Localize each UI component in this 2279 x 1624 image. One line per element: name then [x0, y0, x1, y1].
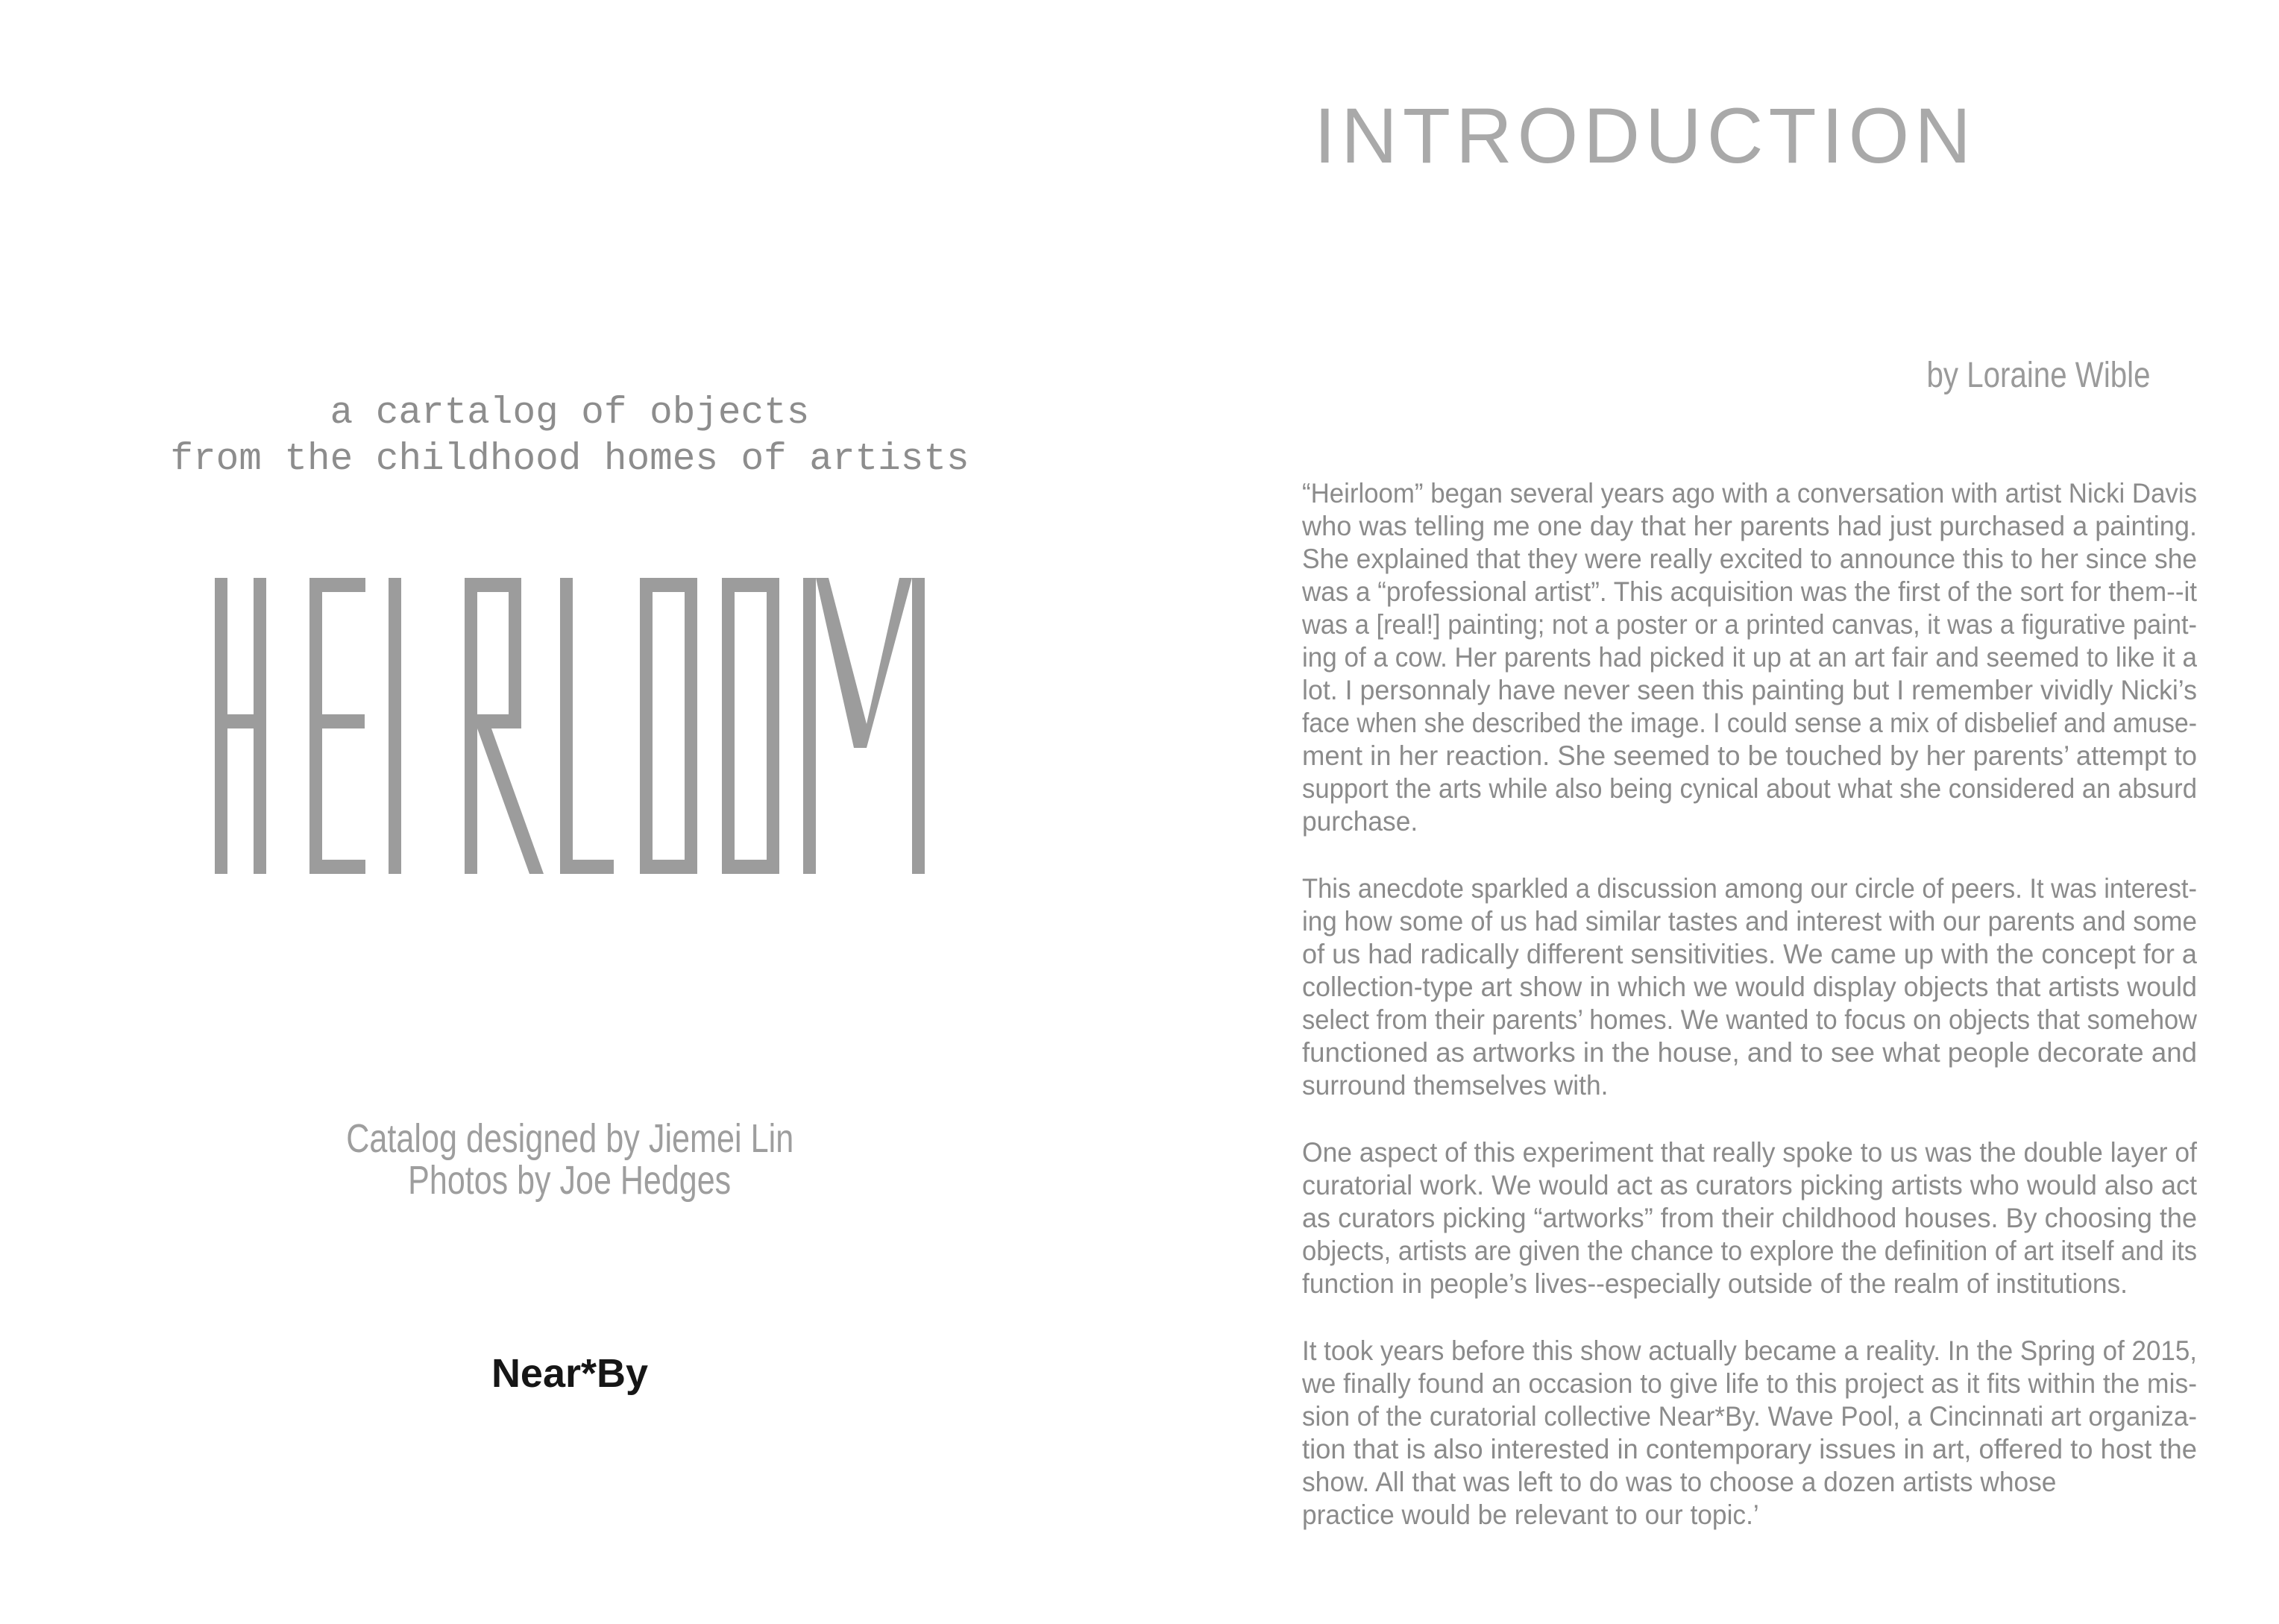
credit-line-1: [0, 1115, 1140, 1161]
body-line: [1302, 641, 2197, 674]
body-line: [1302, 1136, 2197, 1169]
body-line: [1302, 872, 2197, 905]
page-title-line: [1314, 89, 1977, 183]
body-line-text: curatorial work. We would act as curators picking artists who would also act: [1302, 1170, 2197, 1200]
heirloom-logo: [215, 578, 925, 874]
paragraph: [1302, 477, 2197, 838]
body-line-text: practice would be relevant to our topic.’: [1302, 1499, 1759, 1530]
body-line-text: who was telling me one day that her parents had just purchased a painting.: [1302, 511, 2197, 541]
body-line: [1302, 510, 2197, 543]
page-title-text: INTRODUCTION: [1314, 92, 1976, 180]
body-line-text: face when she described the image. I could sense a mix of disbelief and amuse-: [1302, 708, 2197, 738]
body-line-text: She explained that they were really excited to announce this to her since she: [1302, 544, 2197, 574]
paragraph: [1302, 1136, 2197, 1300]
byline-line: [1480, 355, 2151, 397]
body-line-text: ing how some of us had similar tastes and interest with our parents and some: [1302, 906, 2197, 937]
body-line: [1302, 805, 2197, 838]
byline-text: by Loraine Wible: [1927, 356, 2151, 395]
body-line: [1302, 707, 2197, 740]
body-line: [1302, 938, 2197, 971]
body-line-text: as curators picking “artworks” from their childhood houses. By choosing the: [1302, 1203, 2197, 1233]
credit-designer: Catalog designed by Jiemei Lin: [346, 1116, 793, 1161]
credits: [0, 1115, 1140, 1203]
body-line-text: ment in her reaction. She seemed to be touched by her parents’ attempt to: [1302, 740, 2197, 771]
body-line-text: lot. I personnaly have never seen this painting but I remember vividly Nicki’s: [1302, 675, 2197, 705]
body-line: [1302, 1036, 2197, 1069]
body-line: [1302, 674, 2197, 707]
body-line: [1302, 1368, 2197, 1400]
body-line-text: was a [real!] painting; not a poster or a printed canvas, it was a figurative paint-: [1302, 609, 2197, 640]
credit-photographer: Photos by Joe Hedges: [408, 1158, 732, 1203]
body-line-text: objects, artists are given the chance to explore the definition of art itself and its: [1302, 1236, 2197, 1266]
body-line-text: ing of a cow. Her parents had picked it up at an art fair and seemed to like it a: [1302, 642, 2197, 673]
body-line: [1302, 1433, 2197, 1466]
body-line-text: support the arts while also being cynical about what she considered an absurd: [1302, 773, 2197, 804]
body-line: [1302, 1069, 2197, 1102]
tagline-line-1: a cartalog of objects: [330, 392, 810, 435]
body-line-text: show. All that was left to do was to choose a dozen artists whose: [1302, 1467, 2057, 1497]
body-line: [1302, 1466, 2197, 1499]
body-line-text: of us had radically different sensitivities. We came up with the concept for a: [1302, 939, 2197, 969]
body-line-text: was a “professional artist”. This acquisition was the first of the sort for them--it: [1302, 576, 2197, 607]
body-line: [1302, 905, 2197, 938]
body-line: [1302, 1499, 2197, 1532]
body-line: [1302, 576, 2197, 608]
credit-line-2: [0, 1157, 1140, 1203]
body-line-text: One aspect of this experiment that really spoke to us was the double layer of: [1302, 1137, 2197, 1168]
body-line: [1302, 1400, 2197, 1433]
body-line-text: functioned as artworks in the house, and to see what people decorate and: [1302, 1037, 2197, 1068]
body-line-text: sion of the curatorial collective Near*By. Wave Pool, a Cincinnati art organiza-: [1302, 1401, 2197, 1432]
body-line-text: function in people’s lives--especially outside of the realm of institutions.: [1302, 1268, 2128, 1299]
paragraph: [1302, 1335, 2197, 1532]
right-page: [1140, 0, 2279, 1624]
byline: [1480, 355, 2151, 397]
body-line-text: purchase.: [1302, 806, 1418, 837]
body-line: [1302, 543, 2197, 576]
body-line-text: collection-type art show in which we would display objects that artists would: [1302, 972, 2197, 1002]
body-line: [1302, 772, 2197, 805]
tagline-line-2: from the childhood homes of artists: [170, 438, 969, 481]
paragraph: [1302, 872, 2197, 1102]
body-line: [1302, 1202, 2197, 1235]
body-line: [1302, 1335, 2197, 1368]
body-line: [1302, 971, 2197, 1004]
body-line-text: This anecdote sparkled a discussion among our circle of peers. It was interest-: [1302, 873, 2197, 904]
body-line-text: tion that is also interested in contemporary issues in art, offered to host the: [1302, 1434, 2197, 1464]
body-line: [1302, 608, 2197, 641]
body-line: [1302, 477, 2197, 510]
body-line: [1302, 740, 2197, 772]
body-line-text: select from their parents’ homes. We wanted to focus on objects that somehow: [1302, 1004, 2197, 1035]
body-line: [1302, 1169, 2197, 1202]
body-line-text: “Heirloom” began several years ago with a conversation with artist Nicki Davis: [1302, 478, 2197, 509]
body-line: [1302, 1235, 2197, 1268]
publisher-logo: Near*By: [491, 1351, 649, 1396]
body-line: [1302, 1268, 2197, 1300]
body-line-text: surround themselves with.: [1302, 1070, 1609, 1101]
page-title: [1314, 89, 1977, 183]
body-line-text: It took years before this show actually became a reality. In the Spring of 2015,: [1302, 1335, 2197, 1366]
introduction-body: [1302, 477, 2197, 1566]
body-line-text: we finally found an occasion to give life to this project as it fits within the mis-: [1302, 1368, 2197, 1399]
tagline: [0, 391, 1140, 483]
body-line: [1302, 1004, 2197, 1036]
